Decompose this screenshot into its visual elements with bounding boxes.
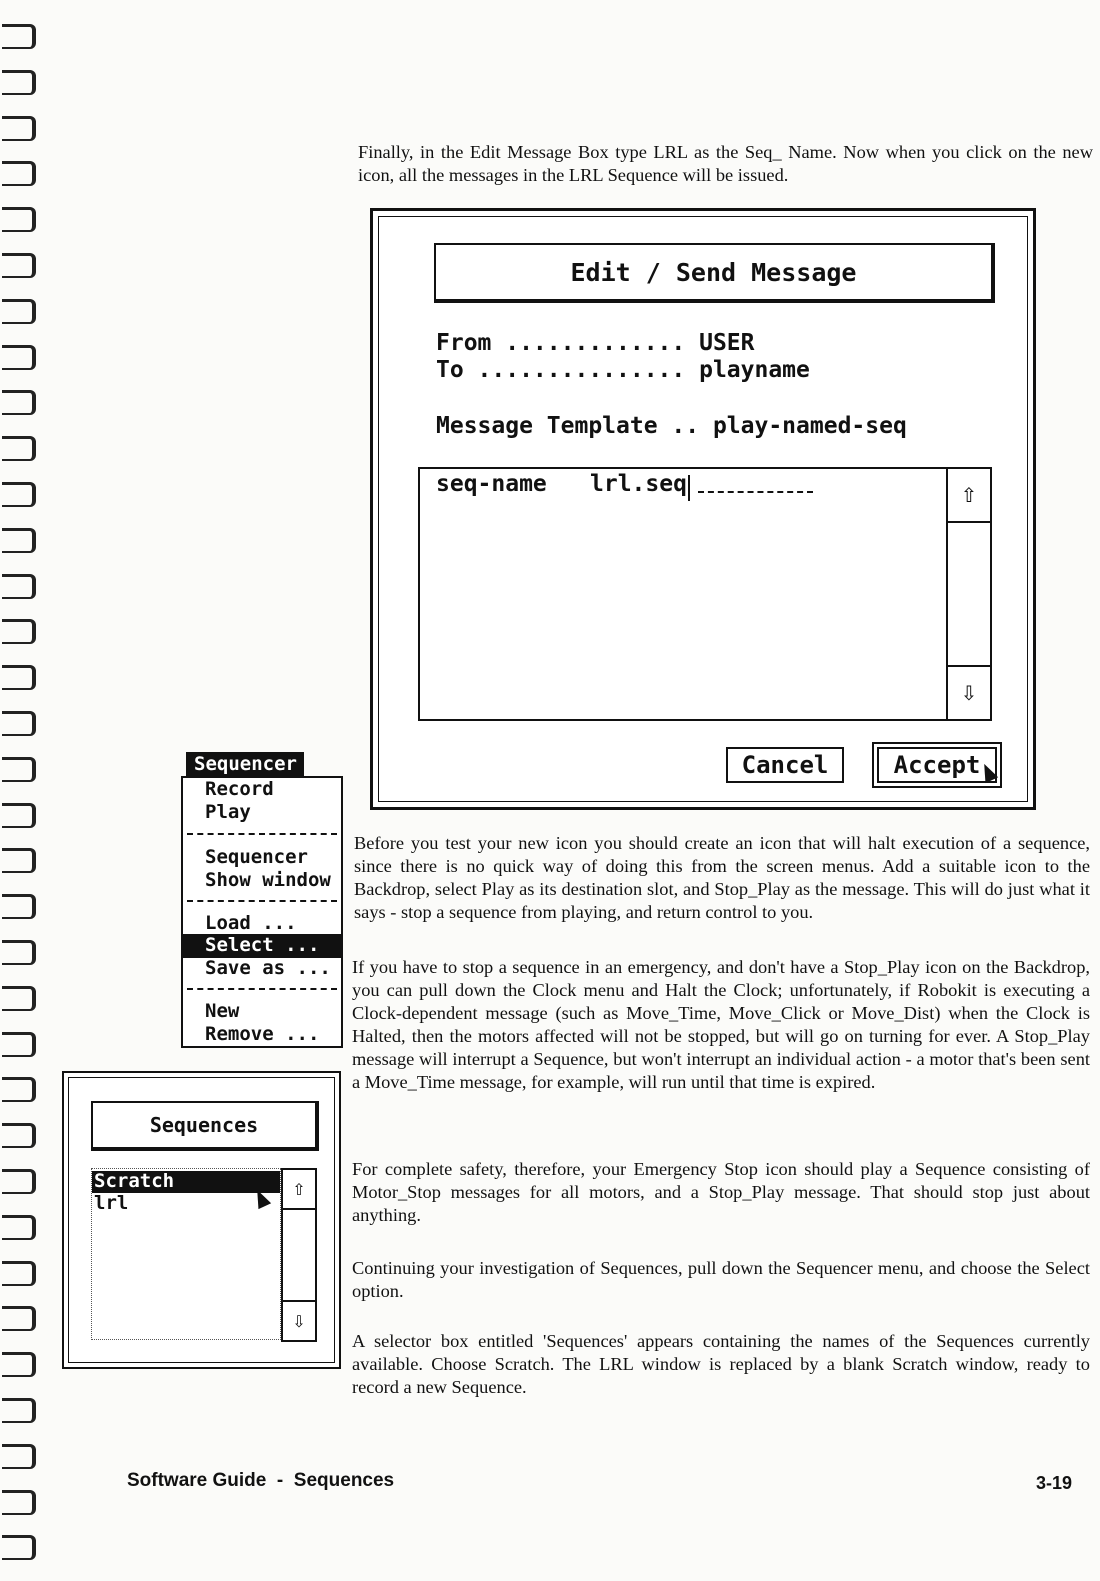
- sequencer-menu: [181, 776, 343, 1048]
- menu-item-new[interactable]: New: [205, 1000, 240, 1022]
- binding-loop: [2, 482, 36, 507]
- menu-item-record[interactable]: Record: [205, 778, 274, 800]
- list-item-scratch[interactable]: Scratch: [94, 1170, 175, 1192]
- binding-loop: [2, 390, 36, 415]
- menu-separator: [187, 833, 337, 835]
- scroll-up-arrow-icon[interactable]: ⇧: [948, 469, 990, 523]
- binding-loop: [2, 619, 36, 644]
- binding-loop: [2, 1032, 36, 1057]
- intro-paragraph: Finally, in the Edit Message Box type LRL as the Seq_ Name. Now when you click on the new icon, all the messages in the LRL Sequence will be issued.: [358, 142, 1093, 185]
- paragraph-emergency: If you have to stop a sequence in an emergency, and don't have a Stop_Play icon on the Backdrop, you can pull down the Clock menu and Halt the Clock; unfortunately, if Robokit is executing a Clock-dependent message (such as Move_Time, Move_Click or Move_Dist) when the Clock is Halted, then the motors affected will not be stopped, but will go on turning for ever. A Stop_Play message will interrupt a Sequence, but won't interrupt an individual action - a motor that's been sent a Move_Time message, for example, will run until that time is expired.: [352, 957, 1090, 1092]
- menu-separator: [187, 900, 337, 902]
- menu-item-play[interactable]: Play: [205, 801, 251, 823]
- menu-item-save-as[interactable]: Save as ...: [205, 957, 331, 979]
- binding-loop: [2, 1398, 36, 1423]
- sequence-list[interactable]: [91, 1168, 281, 1340]
- scroll-down-arrow-icon[interactable]: ⇩: [283, 1300, 315, 1340]
- message-edit-area[interactable]: [418, 467, 992, 721]
- param-value-field[interactable]: lrl.seq: [590, 471, 687, 497]
- binding-loop: [2, 24, 36, 49]
- template-line: Message Template .. play-named-seq: [436, 413, 907, 439]
- binding-loop: [2, 70, 36, 95]
- spiral-binding: [0, 0, 42, 1581]
- binding-loop: [2, 1077, 36, 1102]
- binding-loop: [2, 1123, 36, 1148]
- scroll-down-arrow-icon[interactable]: ⇩: [948, 665, 990, 719]
- binding-loop: [2, 1490, 36, 1515]
- to-line: To ............... playname: [436, 357, 810, 383]
- paragraph-selector: A selector box entitled 'Sequences' appears containing the names of the Sequences currently available. Choose Scratch. The LRL window is replaced by a blank Scratch window, ready to record a new Sequence.: [352, 1331, 1090, 1397]
- menu-item-sequencer[interactable]: Sequencer: [205, 846, 308, 868]
- binding-loop: [2, 345, 36, 370]
- binding-loop: [2, 161, 36, 186]
- dialog-title: Edit / Send Message: [434, 243, 995, 303]
- edit-send-message-dialog: [370, 208, 1036, 810]
- binding-loop: [2, 1535, 36, 1560]
- binding-loop: [2, 848, 36, 873]
- binding-loop: [2, 803, 36, 828]
- binding-loop: [2, 757, 36, 782]
- binding-loop: [2, 665, 36, 690]
- selector-scrollbar[interactable]: [281, 1168, 317, 1342]
- accept-button[interactable]: Accept: [877, 747, 997, 783]
- menu-item-select[interactable]: Select ...: [205, 934, 320, 956]
- sequences-selector: [62, 1071, 341, 1369]
- page-number: 3-19: [1036, 1473, 1073, 1493]
- selector-frame: [68, 1077, 335, 1363]
- menu-item-load[interactable]: Load ...: [205, 912, 297, 934]
- binding-loop: [2, 894, 36, 919]
- from-line: From ............. USER: [436, 330, 755, 356]
- selector-title: Sequences: [91, 1101, 319, 1151]
- binding-loop: [2, 299, 36, 324]
- binding-loop: [2, 1215, 36, 1240]
- paragraph-continuing: Continuing your investigation of Sequences, pull down the Sequencer menu, and choose the Select option.: [352, 1258, 1090, 1301]
- menu-separator: [187, 988, 337, 990]
- cancel-button[interactable]: Cancel: [726, 747, 844, 783]
- scroll-up-arrow-icon[interactable]: ⇧: [283, 1170, 315, 1210]
- menu-item-remove[interactable]: Remove ...: [205, 1023, 320, 1045]
- sequencer-menu-title[interactable]: Sequencer: [186, 752, 304, 776]
- binding-loop: [2, 436, 36, 461]
- binding-loop: [2, 711, 36, 736]
- binding-loop: [2, 1169, 36, 1194]
- field-underline: [698, 491, 813, 493]
- edit-scrollbar[interactable]: [946, 469, 990, 719]
- binding-loop: [2, 574, 36, 599]
- binding-loop: [2, 116, 36, 141]
- dialog-frame: [378, 216, 1028, 802]
- paragraph-stop-icon: Before you test your new icon you should create an icon that will halt execution of a sequence, since there is no quick way of doing this from the screen menus. Add a suitable icon to the Backdrop, select Play as its destination slot, and Stop_Play as the message. This will do just what it says - stop a sequence from playing, and return control to you.: [354, 833, 1090, 922]
- binding-loop: [2, 1261, 36, 1286]
- binding-loop: [2, 1306, 36, 1331]
- paragraph-safety: For complete safety, therefore, your Emergency Stop icon should play a Sequence consisting of Motor_Stop messages for all motors, and a Stop_Play message. That should stop just about anything.: [352, 1159, 1090, 1225]
- list-item-lrl[interactable]: lrl: [94, 1192, 129, 1214]
- binding-loop: [2, 207, 36, 232]
- binding-loop: [2, 940, 36, 965]
- footer-section-title: Software Guide - Sequences: [127, 1470, 395, 1491]
- param-name: seq-name: [436, 471, 547, 497]
- binding-loop: [2, 253, 36, 278]
- text-cursor: [688, 475, 690, 501]
- binding-loop: [2, 1352, 36, 1377]
- binding-loop: [2, 1444, 36, 1469]
- menu-item-show-window[interactable]: Show window: [205, 869, 331, 891]
- binding-loop: [2, 986, 36, 1011]
- binding-loop: [2, 528, 36, 553]
